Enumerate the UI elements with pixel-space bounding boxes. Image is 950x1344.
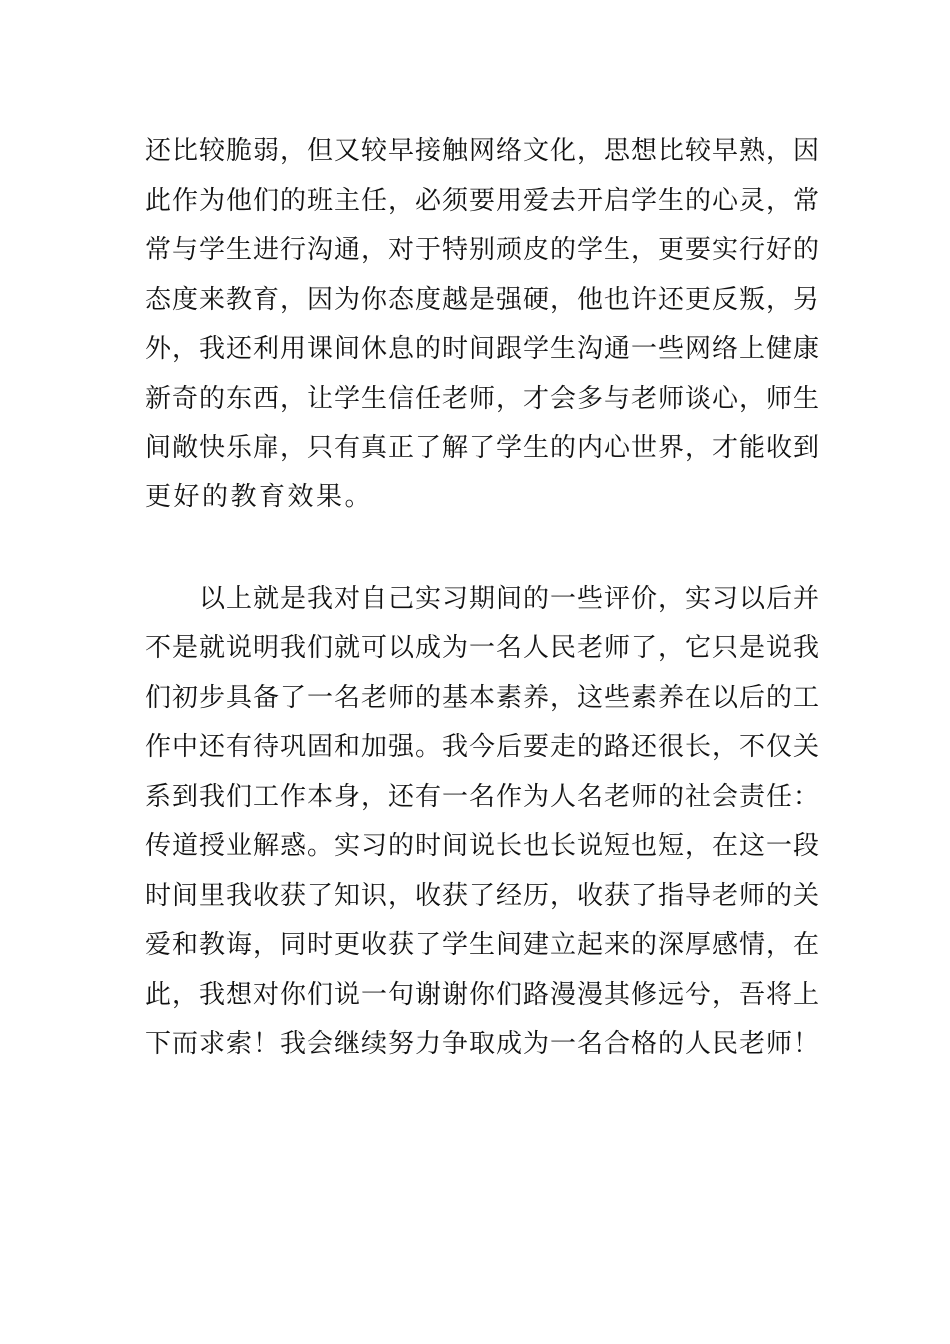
paragraph-line: 更好的教育效果。 xyxy=(145,482,374,512)
paragraph-line: 新奇的东西，让学生信任老师，才会多与老师谈心，师生 xyxy=(145,384,821,414)
paragraph-line: 传道授业解惑。实习的时间说长也长说短也短，在这一段 xyxy=(145,831,821,861)
paragraph-line: 以上就是我对自己实习期间的一些评价，实习以后并 xyxy=(199,584,821,614)
paragraph-line: 们初步具备了一名老师的基本素养，这些素养在以后的工 xyxy=(145,683,821,713)
paragraph-line: 此，我想对你们说一句谢谢你们路漫漫其修远兮，吾将上 xyxy=(145,980,821,1010)
paragraph-line: 时间里我收获了知识，收获了经历，收获了指导老师的关 xyxy=(145,881,821,911)
paragraph-line: 外，我还利用课间休息的时间跟学生沟通一些网络上健康 xyxy=(145,334,821,364)
paragraph-line: 爱和教诲，同时更收获了学生间建立起来的深厚感情，在 xyxy=(145,930,821,960)
paragraph-line: 作中还有待巩固和加强。我今后要走的路还很长，不仅关 xyxy=(145,732,821,762)
paragraph-line: 下而求索！我会继续努力争取成为一名合格的人民老师！ xyxy=(145,1029,821,1059)
paragraph-line: 此作为他们的班主任，必须要用爱去开启学生的心灵，常 xyxy=(145,186,821,216)
paragraph-line: 不是就说明我们就可以成为一名人民老师了，它只是说我 xyxy=(145,633,821,663)
paragraph-line: 态度来教育，因为你态度越是强硬，他也许还更反叛，另 xyxy=(145,285,821,315)
paragraph-line: 系到我们工作本身，还有一名作为人名老师的社会责任： xyxy=(145,782,821,812)
paragraph-line: 间敞快乐扉，只有真正了解了学生的内心世界，才能收到 xyxy=(145,433,821,463)
paragraph-line: 还比较脆弱，但又较早接触网络文化，思想比较早熟，因 xyxy=(145,136,821,166)
paragraph-line: 常与学生进行沟通，对于特别顽皮的学生，更要实行好的 xyxy=(145,235,821,265)
